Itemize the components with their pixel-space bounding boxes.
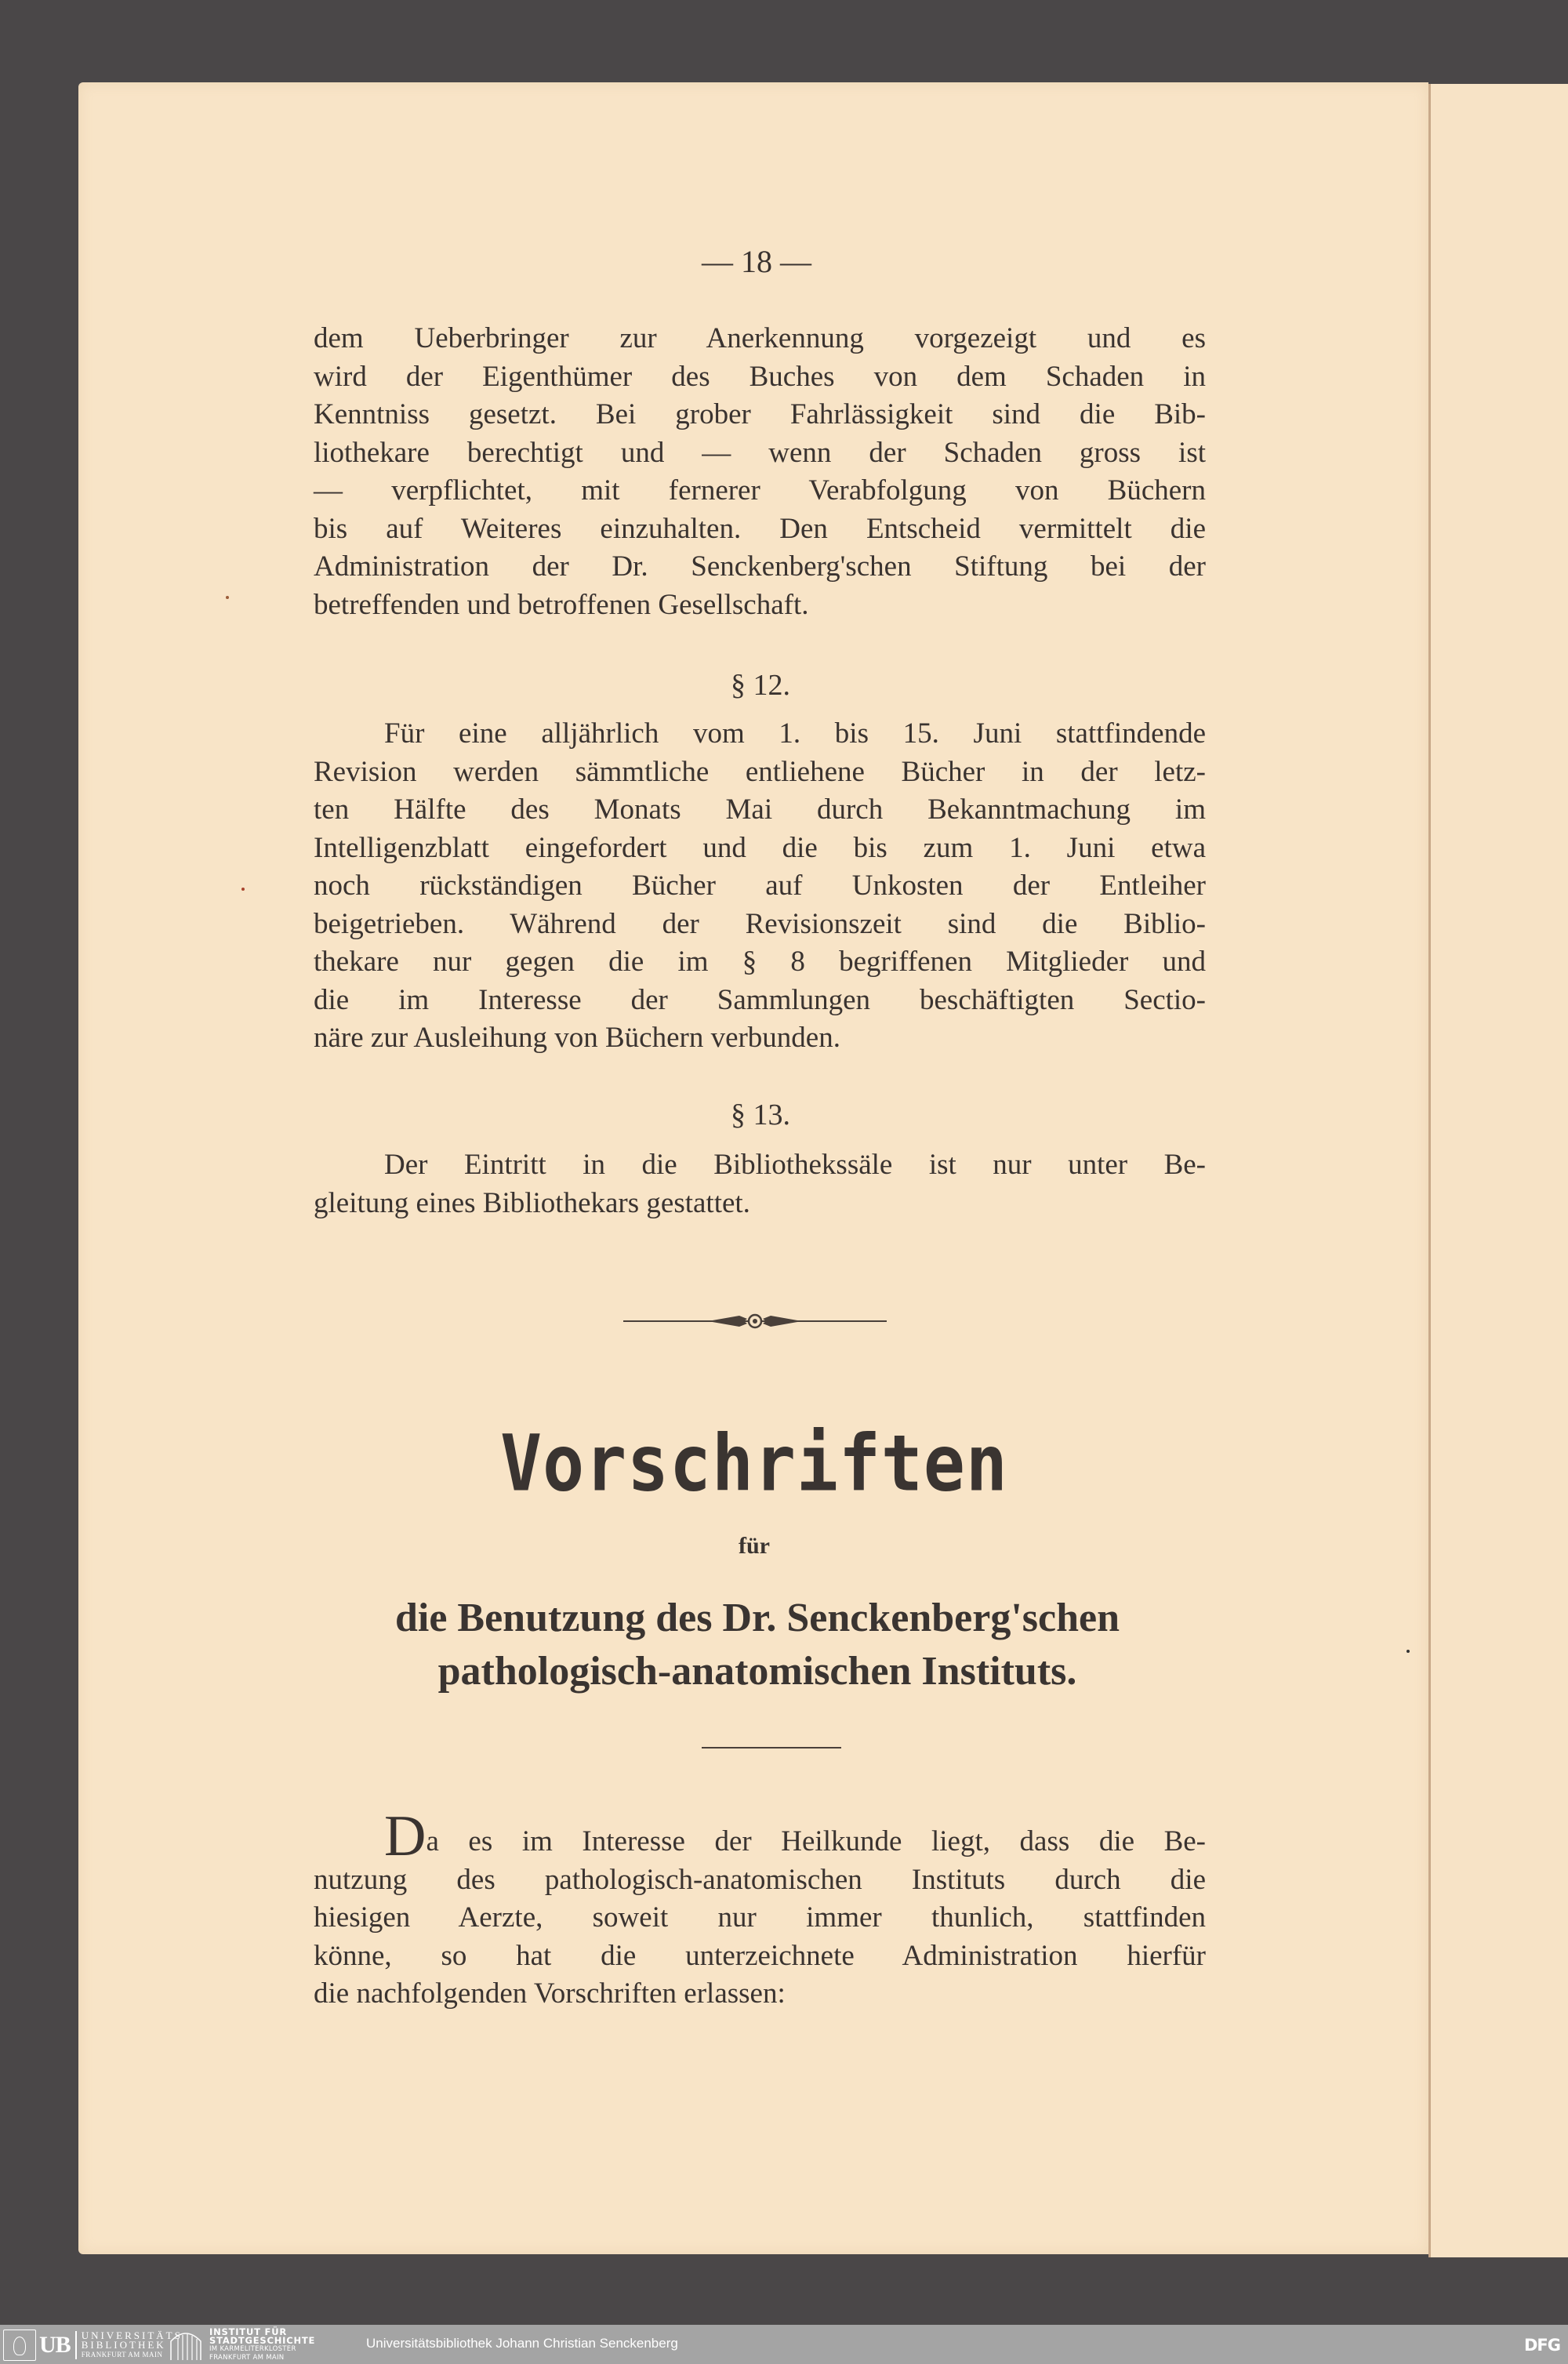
ub-portrait-icon bbox=[3, 2330, 36, 2361]
text-line: noch rückständigen Bücher auf Unkosten der Entleiher bbox=[314, 870, 1206, 902]
ub-divider bbox=[75, 2331, 77, 2359]
text-line: ten Hälfte des Monats Mai durch Bekanntmachung im bbox=[314, 793, 1206, 826]
text-line: Revision werden sämmtliche entliehene Bücher in der letz- bbox=[314, 755, 1206, 788]
text-line: die nachfolgenden Vorschriften erlassen: bbox=[314, 1977, 786, 2010]
text-line: Administration der Dr. Senckenberg'schen Stiftung bei der bbox=[314, 550, 1206, 583]
dfg-logo[interactable]: DFG bbox=[1523, 2336, 1560, 2355]
text-line: hiesigen Aerzte, soweit nur immer thunlich, stattfinden bbox=[314, 1901, 1206, 1934]
gothic-arch-icon bbox=[169, 2330, 203, 2360]
text-line: wird der Eigenthümer des Buches von dem Schaden in bbox=[314, 360, 1206, 393]
text-line: beigetrieben. Während der Revisionszeit sind die Biblio- bbox=[314, 907, 1206, 940]
text-line: nutzung des pathologisch-anatomischen Instituts durch die bbox=[314, 1863, 1206, 1896]
text-line: — verpflichtet, mit fernerer Verabfolgung von Büchern bbox=[314, 474, 1206, 507]
subtitle-line: die Benutzung des Dr. Senckenberg'schen bbox=[394, 1596, 1120, 1640]
text-line: könne, so hat die unterzeichnete Administration hierfür bbox=[314, 1939, 1206, 1972]
ornament-center-dot bbox=[753, 1319, 757, 1324]
ub-wordmark: UNIVERSITÄTS BIBLIOTHEK FRANKFURT AM MAIN bbox=[81, 2330, 183, 2359]
subtitle-line: pathologisch-anatomischen Instituts. bbox=[437, 1649, 1077, 1694]
library-name: Universitätsbibliothek Johann Christian Senckenberg bbox=[366, 2336, 678, 2351]
title-connector: für bbox=[739, 1533, 770, 1559]
section-12-body bbox=[314, 715, 1206, 1058]
section-13-body bbox=[314, 1146, 1206, 1222]
text-line: Für eine alljährlich vom 1. bis 15. Juni stattfindende bbox=[384, 717, 1206, 750]
section-13-heading: § 13. bbox=[731, 1098, 790, 1131]
text-line: gleitung eines Bibliothekars gestattet. bbox=[314, 1186, 750, 1219]
ornament-right-flourish bbox=[763, 1316, 802, 1327]
text-line: die im Interesse der Sammlungen beschäftigten Sectio- bbox=[314, 983, 1206, 1016]
subtitle bbox=[0, 1592, 1568, 1698]
paper-speck bbox=[241, 888, 245, 891]
isg-logo[interactable] bbox=[169, 2326, 316, 2362]
text-line: bis auf Weiteres einzuhalten. Den Entscheid vermittelt die bbox=[314, 512, 1206, 545]
text-line: Kenntniss gesetzt. Bei grober Fahrlässigkeit sind die Bib- bbox=[314, 398, 1206, 430]
isg-wordmark: INSTITUT FÜR STADTGESCHICHTE IM KARMELITERKLOSTER FRANKFURT AM MAIN bbox=[209, 2326, 316, 2362]
text-line: Der Eintritt in die Bibliothekssäle ist nur unter Be- bbox=[384, 1149, 1206, 1181]
short-rule-divider bbox=[702, 1747, 841, 1748]
ornament-left-flourish bbox=[708, 1316, 747, 1327]
text-line: liothekare berechtigt und — wenn der Schaden gross ist bbox=[314, 436, 1206, 469]
title-vorschriften: Vorschriften bbox=[500, 1418, 1008, 1509]
ornament-divider bbox=[622, 1309, 888, 1333]
facing-page-edge bbox=[1431, 84, 1568, 2257]
text-line: Da es im Interesse der Heilkunde liegt, dass die Be- bbox=[384, 1804, 1206, 1868]
footer-bar bbox=[0, 2325, 1568, 2364]
drop-cap: D bbox=[384, 1804, 426, 1868]
page-number: — 18 — bbox=[702, 244, 811, 279]
text-line: betreffenden und betroffenen Gesellschaft. bbox=[314, 588, 809, 621]
ub-logo[interactable] bbox=[3, 2330, 183, 2361]
paper-speck bbox=[226, 596, 229, 599]
text-line: Intelligenzblatt eingefordert und die bis zum 1. Juni etwa bbox=[314, 831, 1206, 864]
text-line: näre zur Ausleihung von Büchern verbunden. bbox=[314, 1022, 840, 1054]
preamble bbox=[314, 1804, 1206, 2014]
paragraph-intro bbox=[314, 320, 1206, 624]
text-line: thekare nur gegen die im § 8 begriffenen Mitglieder und bbox=[314, 946, 1206, 978]
text-line: dem Ueberbringer zur Anerkennung vorgezeigt und es bbox=[314, 322, 1206, 354]
ub-letters: UB bbox=[39, 2332, 71, 2358]
section-12-heading: § 12. bbox=[731, 669, 790, 702]
